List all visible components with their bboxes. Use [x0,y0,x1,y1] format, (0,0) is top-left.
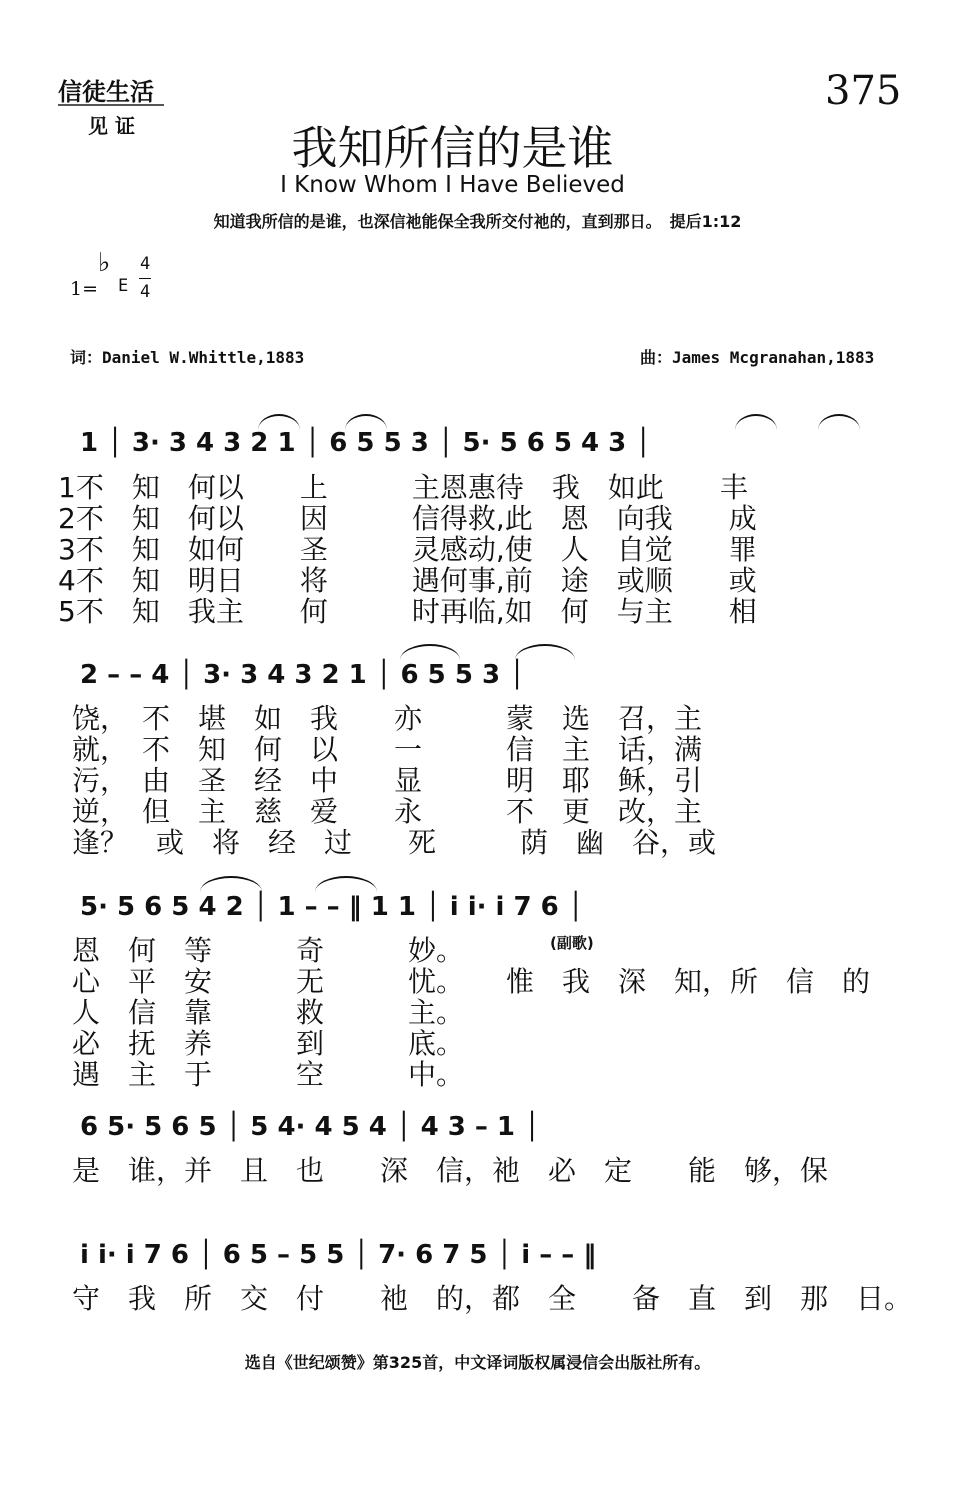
lyric-line: 就， 不 知 何 以 一 信 主 话，满 [72,733,703,766]
lyric-line: 必 抚 养 到 底。 [72,1027,465,1060]
composer-credit: 曲：James Mcgranahan,1883 [640,348,875,367]
notation-row: 1 │ 3· 3 4 3 2 1 │ 6 5 5 3 │ 5· 5 6 5 4 3 │ [80,428,651,458]
lyric-line: 人 信 靠 救 主。 [72,996,465,1029]
subcategory-label: 见 证 [88,114,135,138]
time-signature-top: 4 [140,254,151,274]
time-signature-line [139,278,151,279]
key-note: E [118,276,129,296]
category-divider [58,104,164,106]
lyric-line: 守 我 所 交 付 祂 的，都 全 备 直 到 那 日。 [72,1282,913,1315]
notation-row: i i· i 7 6 │ 6 5 – 5 5 │ 7· 6 7 5 │ i – – ‖ [80,1240,597,1270]
lyric-line: 饶， 不 堪 如 我 亦 蒙 选 召，主 [72,702,703,735]
lyric-line: 是 谁，并 且 也 深 信，祂 必 定 能 够，保 [72,1154,829,1187]
slur [400,644,460,660]
lyric-line: 5不 知 我主 何 时再临,如 何 与主 相 [58,595,757,628]
scripture-verse: 知道我所信的是谁，也深信祂能保全我所交付祂的，直到那日。 提后1:12 [213,212,742,231]
slur [818,414,860,430]
slur [345,414,387,430]
notation-row: 5· 5 6 5 4 2 │ 1 – – ‖ 1 1 │ i i· i 7 6 │ [80,892,584,922]
time-signature-bottom: 4 [140,282,151,302]
lyric-line: 2不 知 何以 因 信得救,此 恩 向我 成 [58,502,757,535]
slur [515,644,575,660]
hymn-title-english: I Know Whom I Have Believed [280,172,625,198]
slur [735,414,777,430]
lyric-line: 污， 由 圣 经 中 显 明 耶 稣，引 [72,764,703,797]
slur [258,414,300,430]
copyright-footer: 选自《世纪颂赞》第325首，中文译词版权属浸信会出版社所有。 [244,1353,711,1372]
lyric-line: 3不 知 如何 圣 灵感动,使 人 自觉 罪 [58,533,757,566]
notation-row: 6 5· 5 6 5 │ 5 4· 4 5 4 │ 4 3 – 1 │ [80,1112,540,1142]
lyricist-credit: 词：Daniel W.Whittle,1883 [70,348,305,367]
lyric-line: 遇 主 于 空 中。 [72,1058,465,1091]
hymn-title: 我知所信的是谁 [291,121,614,175]
hymn-number: 375 [825,68,902,114]
refrain-label: (副歌) [550,934,594,952]
slur [200,876,262,892]
lyric-line: 逢？ 或 将 经 过 死 荫 幽 谷，或 [72,826,717,859]
lyric-line: 1不 知 何以 上 主恩惠待 我 如此 丰 [58,471,748,504]
lyric-line: 逆， 但 主 慈 爱 永 不 更 改，主 [72,795,703,828]
lyric-line: 恩 何 等 奇 妙。 [72,934,465,967]
lyric-line: 心 平 安 无 忧。 惟 我 深 知，所 信 的 [72,965,871,998]
lyric-line: 4不 知 明日 将 遇何事,前 途 或顺 或 [58,564,757,597]
key-prefix: 1= [70,278,99,300]
category-label: 信徒生活 [58,77,154,106]
flat-sign: ♭ [98,248,111,278]
slur [315,876,377,892]
notation-row: 2 – – 4 │ 3· 3 4 3 2 1 │ 6 5 5 3 │ [80,660,525,690]
